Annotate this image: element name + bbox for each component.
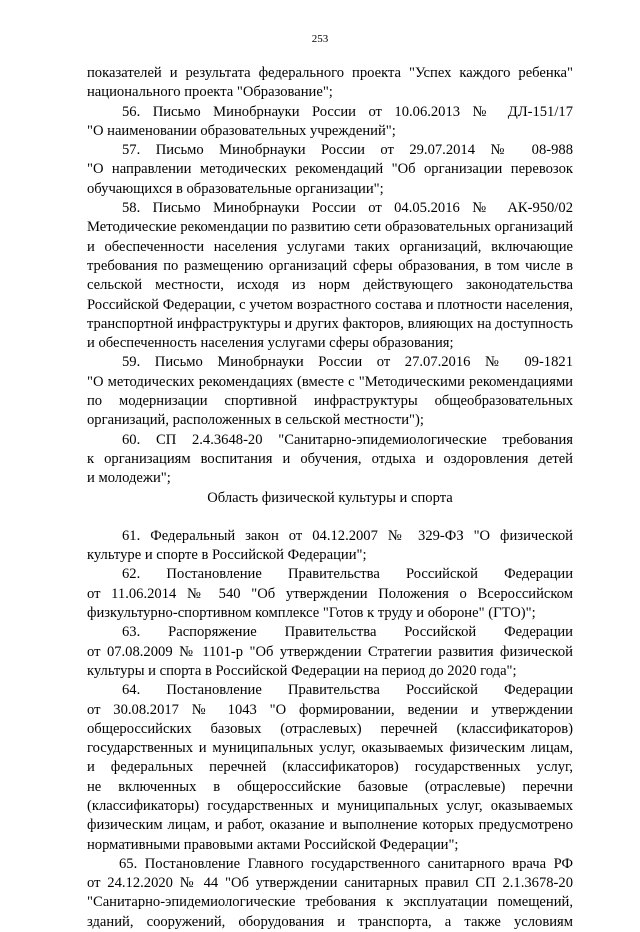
text-line: и молодежи";	[87, 470, 171, 487]
text-line: и обеспеченности населения услугами таких организаций, включающие	[87, 238, 573, 255]
text-line: Методические рекомендации по развитию сети образовательных организаций	[87, 219, 573, 236]
text-line: обучающихся в образовательные организации";	[87, 180, 384, 197]
text-line: физическим лицам, и работ, оказание и выполнение которых предусмотрено	[87, 817, 573, 834]
list-item-56: 56. Письмо Минобрнауки России от 10.06.2013 № ДЛ-151/17	[122, 103, 573, 120]
text-line: "О наименовании образовательных учреждений";	[87, 122, 396, 139]
text-line: "О направлении методических рекомендаций "Об организации перевозок	[87, 161, 573, 178]
text-line: от 11.06.2014 № 540 "Об утверждении Положения о Всероссийском	[87, 585, 573, 602]
text-line: нормативными правовыми актами Российской Федерации";	[87, 836, 459, 853]
text-line: государственных и муниципальных услуг, оказываемых физическим лицам,	[87, 740, 573, 757]
text-line: национального проекта "Образование";	[87, 84, 333, 101]
text-line: организаций, расположенных в сельской местности");	[87, 412, 424, 429]
text-line: "О методических рекомендациях (вместе с "Методическими рекомендациями	[87, 373, 573, 390]
list-item-65: 65. Постановление Главного государственного санитарного врача РФ	[119, 855, 573, 872]
text-line: от 24.12.2020 № 44 "Об утверждении санитарных правил СП 2.1.3678-20	[87, 875, 573, 892]
list-item-60: 60. СП 2.4.3648-20 "Санитарно-эпидемиологические требования	[122, 431, 573, 448]
page-number: 253	[311, 33, 329, 45]
text-line: транспортной инфраструктуры и других факторов, влияющих на доступность	[87, 315, 573, 332]
list-item-64: 64. Постановление Правительства Российской Федерации	[122, 682, 573, 699]
text-line: к организациям воспитания и обучения, отдыха и оздоровления детей	[87, 450, 573, 467]
list-item-61: 61. Федеральный закон от 04.12.2007 № 329-ФЗ "О физической	[122, 527, 573, 544]
text-line: физкультурно-спортивном комплексе "Готов к труду и обороне" (ГТО)";	[87, 605, 536, 622]
text-line: "Санитарно-эпидемиологические требования к эксплуатации помещений,	[87, 894, 573, 911]
text-line: показателей и результата федерального проекта "Успех каждого ребенка"	[87, 65, 573, 81]
text-line: от 07.08.2009 № 1101-р "Об утверждении Стратегии развития физической	[87, 643, 573, 660]
text-line: и федеральных перечней (классификаторов) государственных услуг,	[87, 759, 573, 776]
section-heading: Область физической культуры и спорта	[207, 489, 453, 506]
list-item-63: 63. Распоряжение Правительства Российской Федерации	[122, 624, 573, 641]
blank-line	[87, 508, 573, 527]
list-item-57: 57. Письмо Минобрнауки России от 29.07.2014 № 08-988	[122, 142, 573, 159]
text-line: культуры и спорта в Российской Федерации на период до 2020 года";	[87, 662, 517, 679]
text-line: общероссийских базовых (отраслевых) перечней (классификаторов)	[87, 720, 573, 737]
text-line: зданий, сооружений, оборудования и транспорта, а также условиям	[87, 913, 573, 930]
text-line: сельской местности, исходя из норм действующего законодательства	[87, 277, 573, 294]
text-line: от 30.08.2017 № 1043 "О формировании, ведении и утверждении	[87, 701, 573, 718]
text-line: и обеспеченность населения услугами сферы образования;	[87, 335, 454, 352]
list-item-58: 58. Письмо Минобрнауки России от 04.05.2016 № АК-950/02	[122, 200, 573, 217]
document-body	[87, 64, 573, 932]
text-line: не включенных в общероссийские базовые (отраслевые) перечни	[87, 778, 573, 795]
text-line: по модернизации спортивной инфраструктуры общеобразовательных	[87, 393, 573, 410]
text-line: требования по размещению организаций сферы образования, в том числе в	[87, 257, 573, 274]
text-line: культуре и спорте в Российской Федерации";	[87, 547, 367, 564]
text-line: (классификаторы) государственных и муниципальных услуг, оказываемых	[87, 797, 573, 814]
list-item-62: 62. Постановление Правительства Российской Федерации	[122, 566, 573, 583]
list-item-59: 59. Письмо Минобрнауки России от 27.07.2016 № 09-1821	[122, 354, 573, 371]
text-line: Российской Федерации, с учетом возрастного состава и плотности населения,	[87, 296, 573, 313]
